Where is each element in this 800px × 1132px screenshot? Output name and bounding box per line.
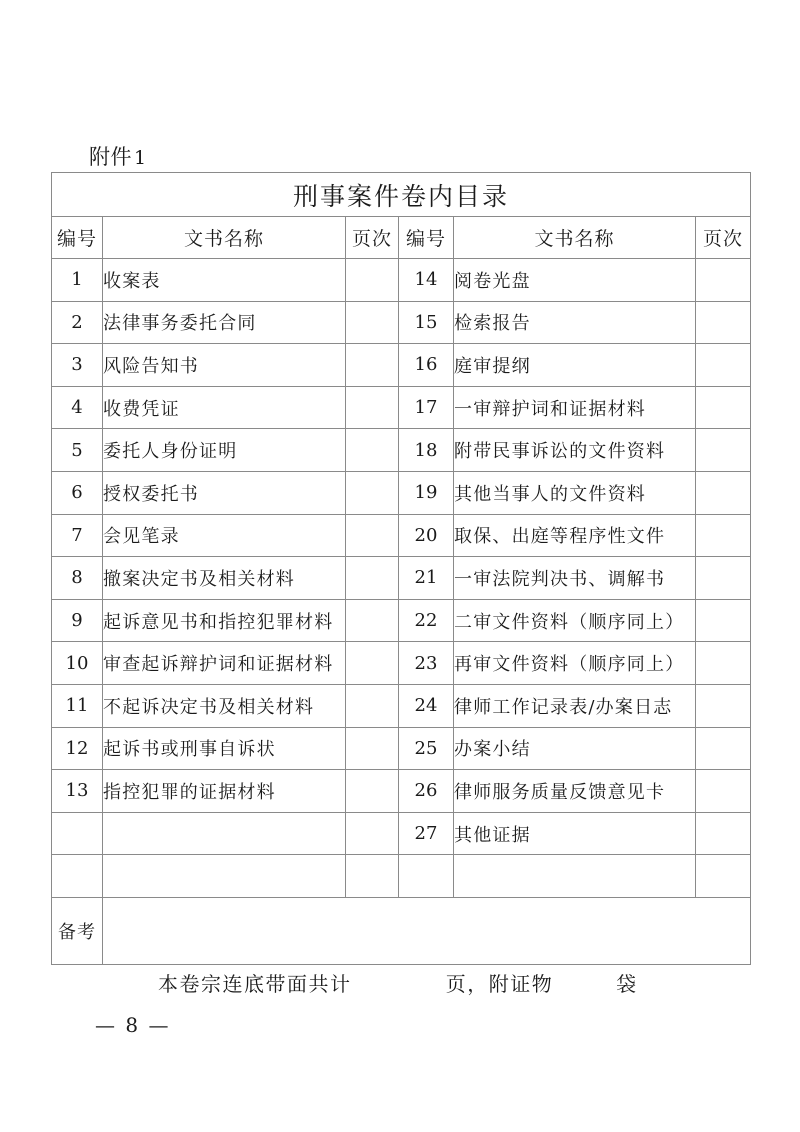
row-name-right: 二审文件资料（顺序同上） [454,599,696,642]
table-row [52,344,751,387]
row-no-left: 5 [52,429,103,472]
column-header-name-left: 文书名称 [103,217,346,259]
page-number: — 8 — [95,1013,171,1037]
row-no-right: 16 [399,344,454,387]
row-name-left: 撤案决定书及相关材料 [103,557,346,600]
remark-value[interactable] [103,897,751,964]
summary-line: 本卷宗连底带面共计 页，附证物 袋 [158,972,638,996]
row-page-left[interactable] [346,642,399,685]
row-no-left [52,812,103,855]
row-no-right: 25 [399,727,454,770]
table-row [52,386,751,429]
row-name-right: 办案小结 [454,727,696,770]
table-row [52,301,751,344]
row-page-right[interactable] [696,514,751,557]
row-no-right: 14 [399,259,454,302]
row-page-left[interactable] [346,514,399,557]
row-no-right: 23 [399,642,454,685]
row-name-left: 授权委托书 [103,471,346,514]
row-no-left: 8 [52,557,103,600]
row-no-left: 12 [52,727,103,770]
row-page-right[interactable] [696,429,751,472]
catalog-table [51,172,751,965]
row-name-right: 律师服务质量反馈意见卡 [454,770,696,813]
row-name-left [103,812,346,855]
row-no-right: 18 [399,429,454,472]
row-page-right[interactable] [696,684,751,727]
row-page-right[interactable] [696,855,751,898]
table-row [52,259,751,302]
row-no-left: 13 [52,770,103,813]
row-no-left: 6 [52,471,103,514]
row-page-right[interactable] [696,770,751,813]
table-row [52,599,751,642]
table-row [52,684,751,727]
row-name-right: 一审辩护词和证据材料 [454,386,696,429]
row-page-right[interactable] [696,301,751,344]
row-page-right[interactable] [696,642,751,685]
row-no-left: 10 [52,642,103,685]
table-row [52,727,751,770]
row-name-right: 其他证据 [454,812,696,855]
table-row [52,471,751,514]
row-page-left[interactable] [346,301,399,344]
row-page-right[interactable] [696,812,751,855]
table-row [52,429,751,472]
attachment-number: 1 [134,147,147,169]
table-row [52,855,751,898]
table-row [52,642,751,685]
table-row [52,514,751,557]
row-page-left[interactable] [346,344,399,387]
row-name-right: 检索报告 [454,301,696,344]
row-name-left: 风险告知书 [103,344,346,387]
column-header-no-left: 编号 [52,217,103,259]
row-page-left[interactable] [346,770,399,813]
row-name-right [454,855,696,898]
row-name-left: 会见笔录 [103,514,346,557]
row-page-right[interactable] [696,259,751,302]
row-no-right: 17 [399,386,454,429]
row-no-right: 21 [399,557,454,600]
row-no-left: 11 [52,684,103,727]
row-page-right[interactable] [696,471,751,514]
row-no-left: 4 [52,386,103,429]
table-row [52,557,751,600]
column-header-page-left: 页次 [346,217,399,259]
row-name-left [103,855,346,898]
table-row [52,770,751,813]
row-name-left: 不起诉决定书及相关材料 [103,684,346,727]
row-no-right: 20 [399,514,454,557]
row-page-right[interactable] [696,599,751,642]
row-page-left[interactable] [346,599,399,642]
row-name-left: 委托人身份证明 [103,429,346,472]
row-no-left [52,855,103,898]
row-page-left[interactable] [346,684,399,727]
row-page-right[interactable] [696,386,751,429]
row-no-left: 7 [52,514,103,557]
row-page-left[interactable] [346,471,399,514]
row-no-right: 26 [399,770,454,813]
row-page-right[interactable] [696,727,751,770]
column-header-name-right: 文书名称 [454,217,696,259]
row-name-right: 阅卷光盘 [454,259,696,302]
row-no-left: 9 [52,599,103,642]
column-header-page-right: 页次 [696,217,751,259]
row-no-left: 1 [52,259,103,302]
attachment-label-text: 附件 [89,145,132,169]
row-name-right: 庭审提纲 [454,344,696,387]
row-page-left[interactable] [346,812,399,855]
row-page-left[interactable] [346,727,399,770]
row-name-right: 再审文件资料（顺序同上） [454,642,696,685]
row-page-right[interactable] [696,344,751,387]
row-no-right [399,855,454,898]
attachment-label [89,142,147,173]
row-no-left: 2 [52,301,103,344]
table-title-row [52,173,751,217]
row-no-left: 3 [52,344,103,387]
row-name-right: 其他当事人的文件资料 [454,471,696,514]
row-page-left[interactable] [346,557,399,600]
table-header-row [52,217,751,259]
row-no-right: 19 [399,471,454,514]
row-name-right: 一审法院判决书、调解书 [454,557,696,600]
table-row [52,812,751,855]
row-name-left: 起诉书或刑事自诉状 [103,727,346,770]
row-page-left[interactable] [346,386,399,429]
row-name-right: 附带民事诉讼的文件资料 [454,429,696,472]
row-page-left[interactable] [346,259,399,302]
row-name-left: 起诉意见书和指控犯罪材料 [103,599,346,642]
row-name-right: 律师工作记录表/办案日志 [454,684,696,727]
row-no-right: 27 [399,812,454,855]
row-name-left: 指控犯罪的证据材料 [103,770,346,813]
row-page-right[interactable] [696,557,751,600]
row-no-right: 22 [399,599,454,642]
row-name-left: 法律事务委托合同 [103,301,346,344]
page-title: 刑事案件卷内目录 [52,173,751,217]
row-no-right: 15 [399,301,454,344]
remark-label: 备考 [52,897,103,964]
row-name-right: 取保、出庭等程序性文件 [454,514,696,557]
remark-row [52,897,751,964]
column-header-no-right: 编号 [399,217,454,259]
row-no-right: 24 [399,684,454,727]
row-page-left[interactable] [346,429,399,472]
row-name-left: 收案表 [103,259,346,302]
row-page-left[interactable] [346,855,399,898]
row-name-left: 审查起诉辩护词和证据材料 [103,642,346,685]
row-name-left: 收费凭证 [103,386,346,429]
